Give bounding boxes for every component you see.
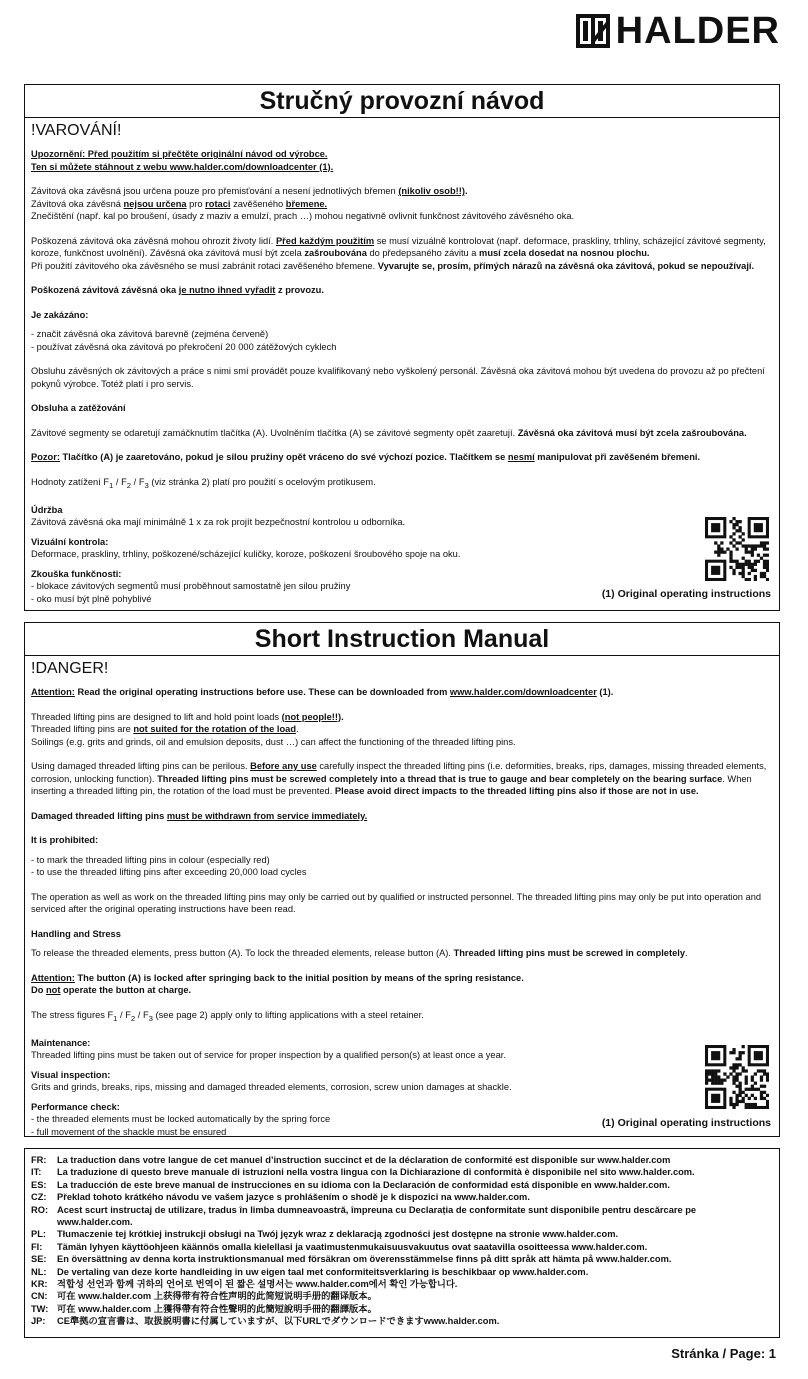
translation-row	[31, 1166, 773, 1178]
cz-maintenance-text: Závitová závěsná oka mají minimálně 1 x za rok projít bezpečnostní kontrolou u odborníka.	[31, 517, 406, 528]
en-maintenance-heading: Maintenance:	[31, 1037, 91, 1048]
translation-row	[31, 1253, 773, 1265]
cz-para-7: Hodnoty zatížení $F_1 / F_2 / F_3$ (viz stránka 2) platí pro použití s ocelovým protikusem.	[31, 476, 376, 490]
language-code: FI:	[31, 1241, 43, 1252]
en-function-item: - the threaded elements must be locked automatically by the spring force	[31, 1114, 331, 1125]
czech-title: Stručný provozní návod	[25, 85, 779, 118]
halder-logo-icon	[576, 14, 610, 48]
translation-row	[31, 1204, 773, 1229]
cz-function-item: - blokace závitových segmentů musí proběhnout samostatně jen silou pružiny	[31, 581, 351, 592]
cz-para-3: Poškozená závitová závěsná oka je nutno ihned vyřadit z provozu.	[31, 285, 324, 295]
en-function-item: - full movement of the shackle must be ensured	[31, 1126, 227, 1137]
cz-function-heading: Zkouška funkčnosti:	[31, 568, 122, 579]
cz-attention-2[interactable]: Ten si můžete stáhnout z webu www.halder.com/downloadcenter (1).	[31, 161, 334, 172]
en-para-3: Damaged threaded lifting pins must be withdrawn from service immediately.	[31, 810, 368, 821]
en-prohibited-item: - to use the threaded lifting pins after exceeding 20,000 load cycles	[31, 867, 307, 877]
cz-handling-heading: Obsluha a zatěžování	[31, 403, 126, 413]
translation-text: CE準拠の宣言書は、取扱説明書に付属していますが、以下URLでダウンロードできますwww.halder.com.	[57, 1316, 500, 1327]
cz-prohibited-item: - značit závěsná oka závitová barevně (zejména červeně)	[31, 329, 269, 339]
language-code: PL:	[31, 1229, 46, 1240]
translation-row	[31, 1278, 773, 1290]
en-handling-heading: Handling and Stress	[31, 928, 121, 939]
translation-row	[31, 1228, 773, 1240]
cz-prohibited-item: - používat závěsná oka závitová po překročení 20 000 zátěžových cyklech	[31, 341, 337, 352]
en-para-2: Using damaged threaded lifting pins can be perilous. Before any use carefully inspect the threaded lifting pins (i.e. deformities, breaks, rips, damages, missing threaded elements, corrosion, unlocking function). Threaded lifting pins must be screwed completely into a thread that is true to gauge and bear completely on the bearing surface. When inserting a threaded lifting pin, the rotation of the load must be prevented. Please avoid direct impacts to the threaded lifting pins also if those are not in use.	[31, 761, 767, 796]
en-para-6b: Do not operate the button at charge.	[31, 985, 192, 995]
translation-text: La traducción de este breve manual de instrucciones en su idioma con la Declaración de conformidad está disponible en www.halder.com.	[57, 1179, 670, 1190]
cz-prohibited-heading: Je zakázáno:	[31, 309, 89, 320]
cz-para-1c: Znečištění (např. kal po broušení, úsady z maziv a emulzí, prach …) mohou negativně ovlivnit funkčnost závitového závěsného oka.	[31, 211, 575, 221]
translation-row	[31, 1315, 773, 1327]
translation-row	[31, 1154, 773, 1166]
download-link[interactable]: www.halder.com/downloadcenter	[449, 687, 597, 697]
cz-para-1b: Závitová oka závěsná nejsou určena pro rotaci zavěšeného břemene.	[31, 198, 328, 209]
translation-text: 적합성 선언과 함께 귀하의 언어로 번역이 된 짧은 설명서는 www.halder.com에서 확인 가능합니다.	[57, 1279, 458, 1290]
en-visual-text: Grits and grinds, breaks, rips, missing and damaged threaded elements, corrosion, screw union damages at shackle.	[31, 1082, 512, 1093]
translation-text: Acest scurt instructaj de utilizare, tradus în limba dumneavoastră, împreuna cu Declarația de conformitate sunt disponibile pentru descărcare pe www.halder.com.	[57, 1204, 697, 1228]
cz-para-2b: Při použití závitového oka závěsného se musí zabránit rotaci zavěšeného břemene. Vyvarujte se, prosím, přímých nárazů na závěsná oka závitová, pokud se nepoužívají.	[31, 260, 755, 271]
czech-warning: !VAROVÁNÍ!	[31, 122, 122, 139]
czech-manual-box	[24, 84, 780, 611]
cz-para-6: Pozor: Tlačítko (A) je zaaretováno, pokud je silou pružiny opět vráceno do své výchozí pozice. Tlačítkem se nesmí manipulovat při zavěšeném břemeni.	[31, 452, 701, 462]
english-title: Short Instruction Manual	[25, 623, 779, 656]
language-code: IT:	[31, 1167, 42, 1178]
cz-maintenance-heading: Údržba	[31, 504, 63, 515]
language-code: CZ:	[31, 1192, 47, 1203]
qr-code-icon[interactable]	[705, 517, 769, 581]
cz-visual-text: Deformace, praskliny, trhliny, poškozené/scházející kuličky, koroze, poškození šroubového spoje na oku.	[31, 549, 461, 560]
qr-caption: (1) Original operating instructions	[601, 588, 771, 600]
translation-row	[31, 1191, 773, 1203]
translation-text: La traduction dans votre langue de cet manuel d’instruction succinct et de la déclaration de conformité est disponible sur www.halder.com	[57, 1155, 671, 1165]
translation-text: 可在 www.halder.com 上獲得帶有符合性聲明的此簡短說明手冊的翻譯版本。	[57, 1303, 377, 1314]
english-warning: !DANGER!	[31, 660, 109, 677]
translation-text: Tłumaczenie tej krótkiej instrukcji obsługi na Twój język wraz z deklaracją zgodności jest dostępne na stronie www.halder.com.	[57, 1229, 619, 1240]
language-code: CN:	[31, 1291, 48, 1302]
en-para-1b: Threaded lifting pins are not suited for the rotation of the load.	[31, 724, 299, 734]
english-manual-box	[24, 622, 780, 1137]
translation-row	[31, 1266, 773, 1278]
language-code: NL:	[31, 1266, 47, 1277]
en-attention: Attention: Read the original operating instructions before use. These can be downloaded from www.halder.com/downloadcenter (1).	[31, 687, 614, 697]
en-visual-heading: Visual inspection:	[31, 1069, 111, 1080]
en-para-1a: Threaded lifting pins are designed to lift and hold point loads (not people!!).	[31, 711, 344, 722]
language-code: FR:	[31, 1155, 47, 1165]
en-prohibited-heading: It is prohibited:	[31, 835, 99, 845]
language-code: KR:	[31, 1279, 48, 1290]
translation-row	[31, 1290, 773, 1302]
qr-code-icon[interactable]	[705, 1045, 769, 1109]
en-para-4: The operation as well as work on the threaded lifting pins may only be carried out by qualified or instructed personnel. The threaded lifting pins may only be put into operation and serviced after the original operating instructions have been read.	[31, 891, 762, 914]
page-number: Stránka / Page: 1	[671, 1346, 776, 1361]
en-maintenance-text: Threaded lifting pins must be taken out of service for proper inspection by a qualified person(s) at least once a year.	[31, 1050, 506, 1061]
translation-text: Tämän lyhyen käyttöohjeen käännös omalla kielellasi ja vaatimustenmukaisuusvakuutus ovat saatavilla osoitteessa www.halder.com.	[57, 1241, 648, 1252]
cz-para-2a: Poškozená závitová oka závěsná mohou ohrozit životy lidí. Před každým použitím se musí vizuálně kontrolovat (např. deformace, praskliny, trhliny, scházející závitové segmenty, koroze, funkčnost uvolnění). Závěsná oka závitová musí být zcela zašroubována do předepsaného závitu a musí zcela dosedat na nosnou plochu.	[31, 235, 766, 258]
translation-row	[31, 1303, 773, 1315]
language-code: ES:	[31, 1179, 47, 1190]
translations-box	[24, 1148, 780, 1338]
translation-text: La traduzione di questo breve manuale di istruzioni nella vostra lingua con la Dichiarazione di conformità è disponibile nel sito www.halder.com.	[57, 1167, 695, 1178]
translation-text: En översättning av denna korta instruktionsmanual med försäkran om överensstämmelse finns på ditt språk att hämta på www.halder.com.	[57, 1254, 672, 1265]
translation-text: De vertaling van deze korte handleiding in uw eigen taal met conformiteitsverklaring is beschikbaar op www.halder.com.	[57, 1266, 589, 1277]
en-prohibited-item: - to mark the threaded lifting pins in colour (especially red)	[31, 854, 270, 865]
translation-row	[31, 1179, 773, 1191]
qr-caption: (1) Original operating instructions	[601, 1117, 771, 1129]
en-para-7: The stress figures $F_1 / F_2 / F_3$ (see page 2) apply only to lifting applications with a steel retainer.	[31, 1009, 424, 1023]
language-code: RO:	[31, 1204, 49, 1215]
cz-visual-heading: Vizuální kontrola:	[31, 536, 109, 547]
language-code: TW:	[31, 1303, 49, 1314]
en-function-heading: Performance check:	[31, 1101, 120, 1112]
translation-text: 可在 www.halder.com 上获得带有符合性声明的此简短说明手册的翻译版本。	[57, 1291, 377, 1302]
en-para-1c: Soilings (e.g. grits and grinds, oil and emulsion deposits, dust …) can affect the functioning of the threaded lifting pins.	[31, 736, 516, 747]
cz-para-5: Závitové segmenty se odaretují zamáčknutím tlačítka (A). Uvolněním tlačítka (A) se závitové segmenty opět zaaretují. Závěsná oka závitová musí být zcela zašroubována.	[31, 427, 747, 438]
cz-function-item: - oko musí být plně pohyblivé	[31, 593, 152, 604]
halder-logo	[576, 10, 780, 52]
cz-para-4: Obsluhu závěsných ok závitových a práce s nimi smí provádět pouze kvalifikovaný nebo vyškolený personál. Závěsná oka závitová mohou být uvedena do provozu až po přečtení pokynů výrobce. Totéž platí i pro servis.	[31, 366, 765, 389]
logo-text: HALDER	[615, 10, 780, 52]
translation-row	[31, 1241, 773, 1253]
cz-para-1a: Závitová oka závěsná jsou určena pouze pro přemisťování a nesení jednotlivých břemen (nikoliv osob!!).	[31, 186, 468, 196]
language-code: SE:	[31, 1254, 47, 1265]
language-code: JP:	[31, 1316, 46, 1327]
en-para-6: Attention: The button (A) is locked after springing back to the initial position by means of the spring resistance.	[31, 972, 524, 983]
translation-text: Překlad tohoto krátkého návodu ve vašem jazyce s prohlášením o shodě je k dispozici na www.halder.com.	[57, 1192, 530, 1203]
cz-attention-1: Upozornění: Před použitím si přečtěte originální návod od výrobce.	[31, 149, 328, 159]
en-para-5: To release the threaded elements, press button (A). To lock the threaded elements, release button (A). Threaded lifting pins must be screwed in completely.	[31, 948, 688, 958]
